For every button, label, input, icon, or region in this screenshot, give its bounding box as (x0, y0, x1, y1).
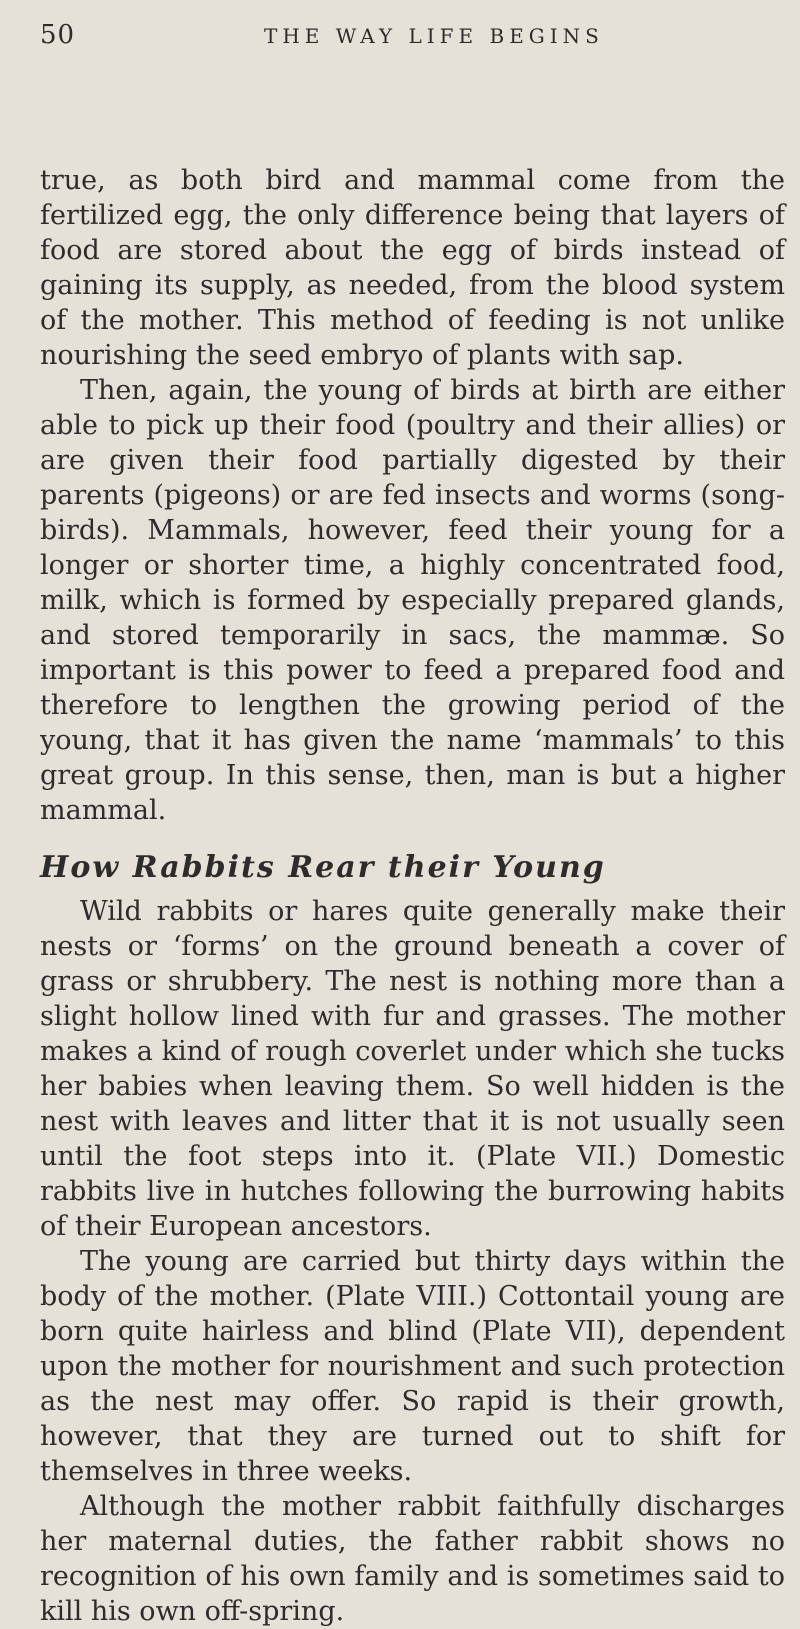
paragraph-continued: true, as both bird and mammal come from the fertilized egg, the only difference being that layers of food are stored about the egg of birds instead of gaining its supply, as needed, from the blood system of the mother. This method of feeding is not unlike nourishing the seed embryo of plants with sap. (40, 165, 785, 371)
paragraph-wild-rabbits: Wild rabbits or hares quite generally make their nests or ‘forms’ on the ground beneath a cover of grass or shrubbery. The nest is nothing more than a slight hollow lined with fur and grasses. The mother makes a kind of rough coverlet under which she tucks her babies when leaving them. So well hidden is the nest with leaves and litter that it is not usually seen until the foot steps into it. (Plate VII.) Domestic rabbits live in hutches following the burrowing habits of their European ancestors. (40, 896, 785, 1242)
running-title: THE WAY LIFE BEGINS (264, 24, 604, 48)
paragraph-mother-rabbit: Although the mother rabbit faithfully discharges her maternal duties, the father rabbit shows no recognition of his own family and is sometimes said to kill his own off-spring. (40, 1491, 785, 1627)
running-head (40, 20, 780, 60)
page-number: 50 (40, 20, 76, 50)
paragraph-mammals: Then, again, the young of birds at birth are either able to pick up their food (poultry and their allies) or are given their food partially digested by their parents (pigeons) or are fed insects and worms (song-birds). Mammals, however, feed their young for a longer or shorter time, a highly concentrated food, milk, which is formed by especially prepared glands, and stored temporarily in sacs, the mammæ. So important is this power to feed a prepared food and therefore to lengthen the growing period of the young, that it has given the name ‘mammals’ to this great group. In this sense, then, man is but a higher mammal. (40, 375, 785, 826)
body-text (40, 163, 785, 1629)
paragraph-young-rabbits: The young are carried but thirty days within the body of the mother. (Plate VIII.) Cottontail young are born quite hairless and blind (Plate VII), dependent upon the mother for nourishment and such protection as the nest may offer. So rapid is their growth, however, that they are turned out to shift for themselves in three weeks. (40, 1246, 785, 1487)
section-heading: How Rabbits Rear their Young (40, 850, 606, 885)
